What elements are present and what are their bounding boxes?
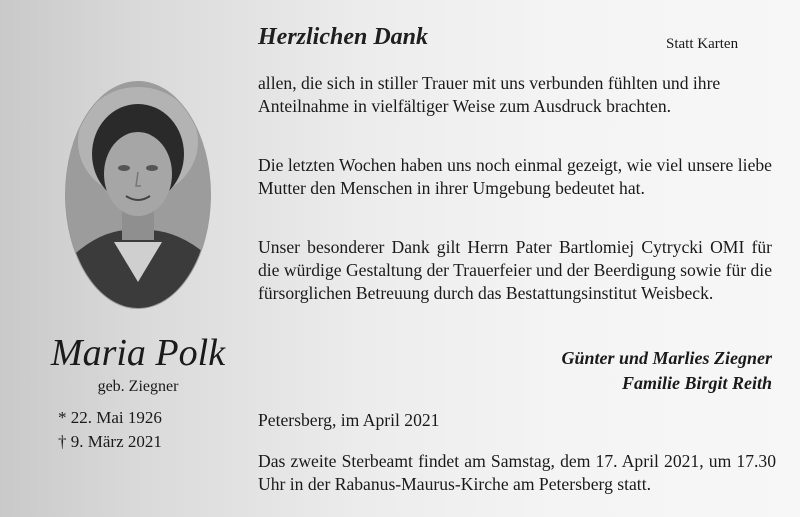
birth-date: * 22. Mai 1926: [58, 408, 162, 427]
paragraph-mother: Die letzten Wochen haben uns noch einmal gezeigt, wie viel unsere liebe Mutter den Menschen in ihrer Umgebung bedeutet hat.: [258, 155, 772, 198]
death-date: † 9. März 2021: [58, 432, 162, 451]
life-dates: [58, 406, 162, 454]
portrait-photo: [66, 82, 210, 308]
place-date: Petersberg, im April 2021: [258, 410, 440, 430]
statt-karten-label: Statt Karten: [666, 36, 739, 52]
deceased-name: Maria Polk: [50, 332, 226, 374]
birth-name: geb. Ziegner: [97, 378, 179, 395]
signer: Günter und Marlies Ziegner: [561, 348, 772, 368]
service-notice: Das zweite Sterbeamt findet am Samstag, dem 17. April 2021, um 17.30 Uhr in der Rabanus-Maurus-Kirche am Petersberg statt.: [258, 451, 776, 494]
signer: Familie Birgit Reith: [621, 373, 772, 393]
paragraph-thanks: allen, die sich in stiller Trauer mit uns verbunden fühlten und ihre Anteilnahme in vielfältiger Weise zum Ausdruck brachten.: [258, 73, 721, 116]
signers: [561, 346, 772, 396]
paragraph-special-thanks: Unser besonderer Dank gilt Herrn Pater Bartlomiej Cytrycki OMI für die würdige Gestaltung der Trauerfeier und der Beerdigung sowie für die fürsorglichen Betreuung durch das Bestattungsinstitut Weisbeck.: [258, 237, 772, 303]
heading: Herzlichen Dank: [258, 24, 429, 50]
